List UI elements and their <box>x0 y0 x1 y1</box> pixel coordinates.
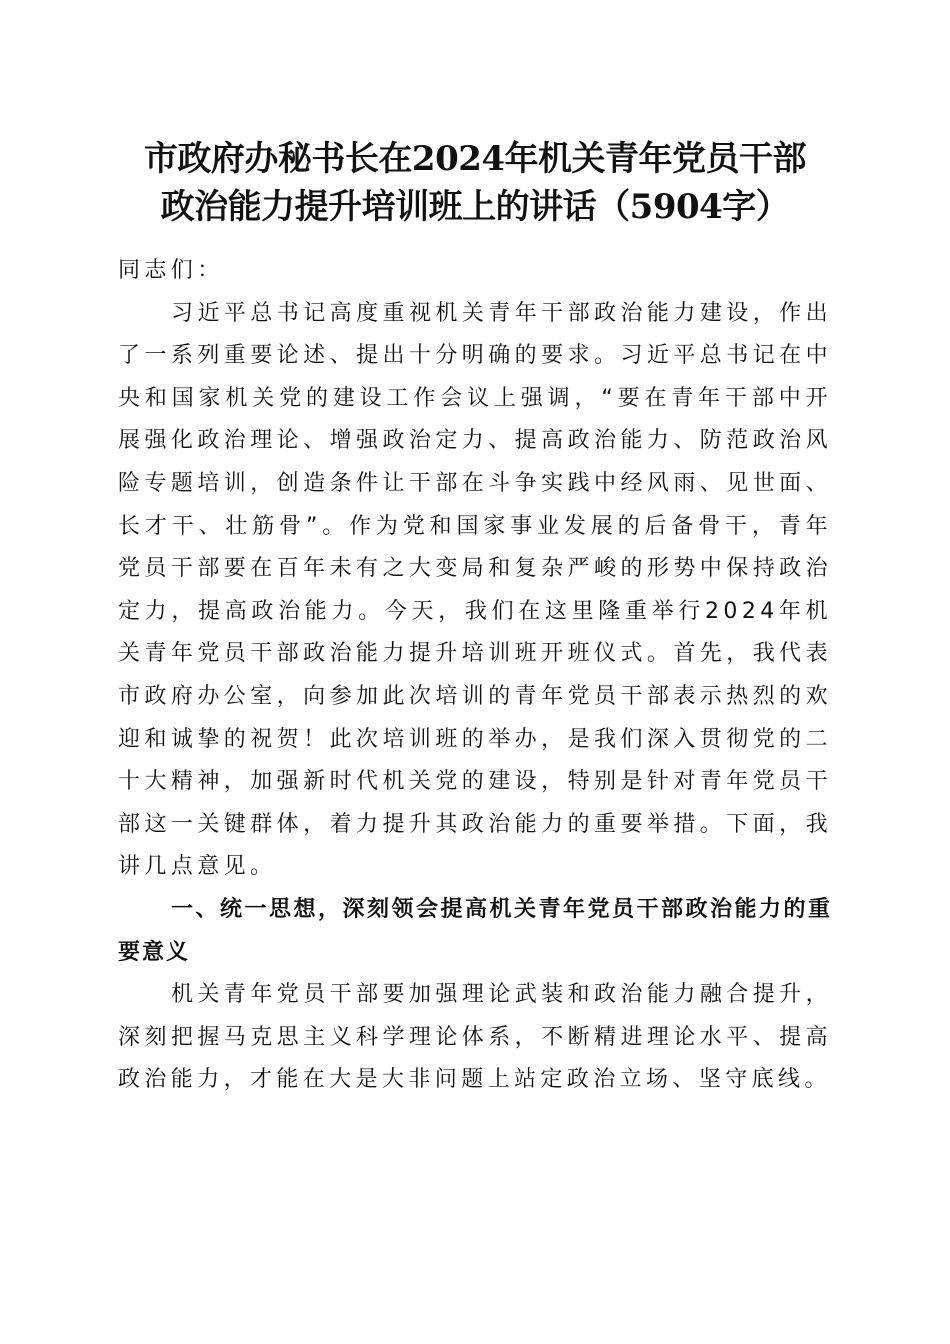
paragraph-section-1: 机关青年党员干部要加强理论武装和政治能力融合提升，深刻把握马克思主义科学理论体系，不断精进理论水平、提高政治能力，才能在大是大非问题上站定政治立场、坚守底线。 <box>118 982 832 1093</box>
section-heading-1: 一、统一思想，深刻领会提高机关青年党员干部政治能力的重要意义 <box>118 896 832 965</box>
document-body <box>118 250 832 1102</box>
paragraph-intro: 习近平总书记高度重视机关青年干部政治能力建设，作出了一系列重要论述、提出十分明确的要求。习近平总书记在中央和国家机关党的建设工作会议上强调，“要在青年干部中开展强化政治理论、增强政治定力、提高政治能力、防范政治风险专题培训，创造条件让干部在斗争实践中经风雨、见世面、长才干、壮筋骨”。作为党和国家事业发展的后备骨干，青年党员干部要在百年未有之大变局和复杂严峻的形势中保持政治定力，提高政治能力。今天，我们在这里隆重举行2024年机关青年党员干部政治能力提升培训班开班仪式。首先，我代表市政府办公室，向参加此次培训的青年党员干部表示热烈的欢迎和诚挚的祝贺！此次培训班的举办，是我们深入贯彻党的二十大精神，加强新时代机关党的建设，特别是针对青年党员干部这一关键群体，着力提升其政治能力的重要举措。下面，我讲几点意见。 <box>118 300 832 880</box>
salutation: 同志们： <box>118 258 224 283</box>
document-title-line-1: 市政府办秘书长在2024年机关青年党员干部 <box>143 139 807 179</box>
document-title-line-2: 政治能力提升培训班上的讲话（5904字） <box>160 187 790 227</box>
